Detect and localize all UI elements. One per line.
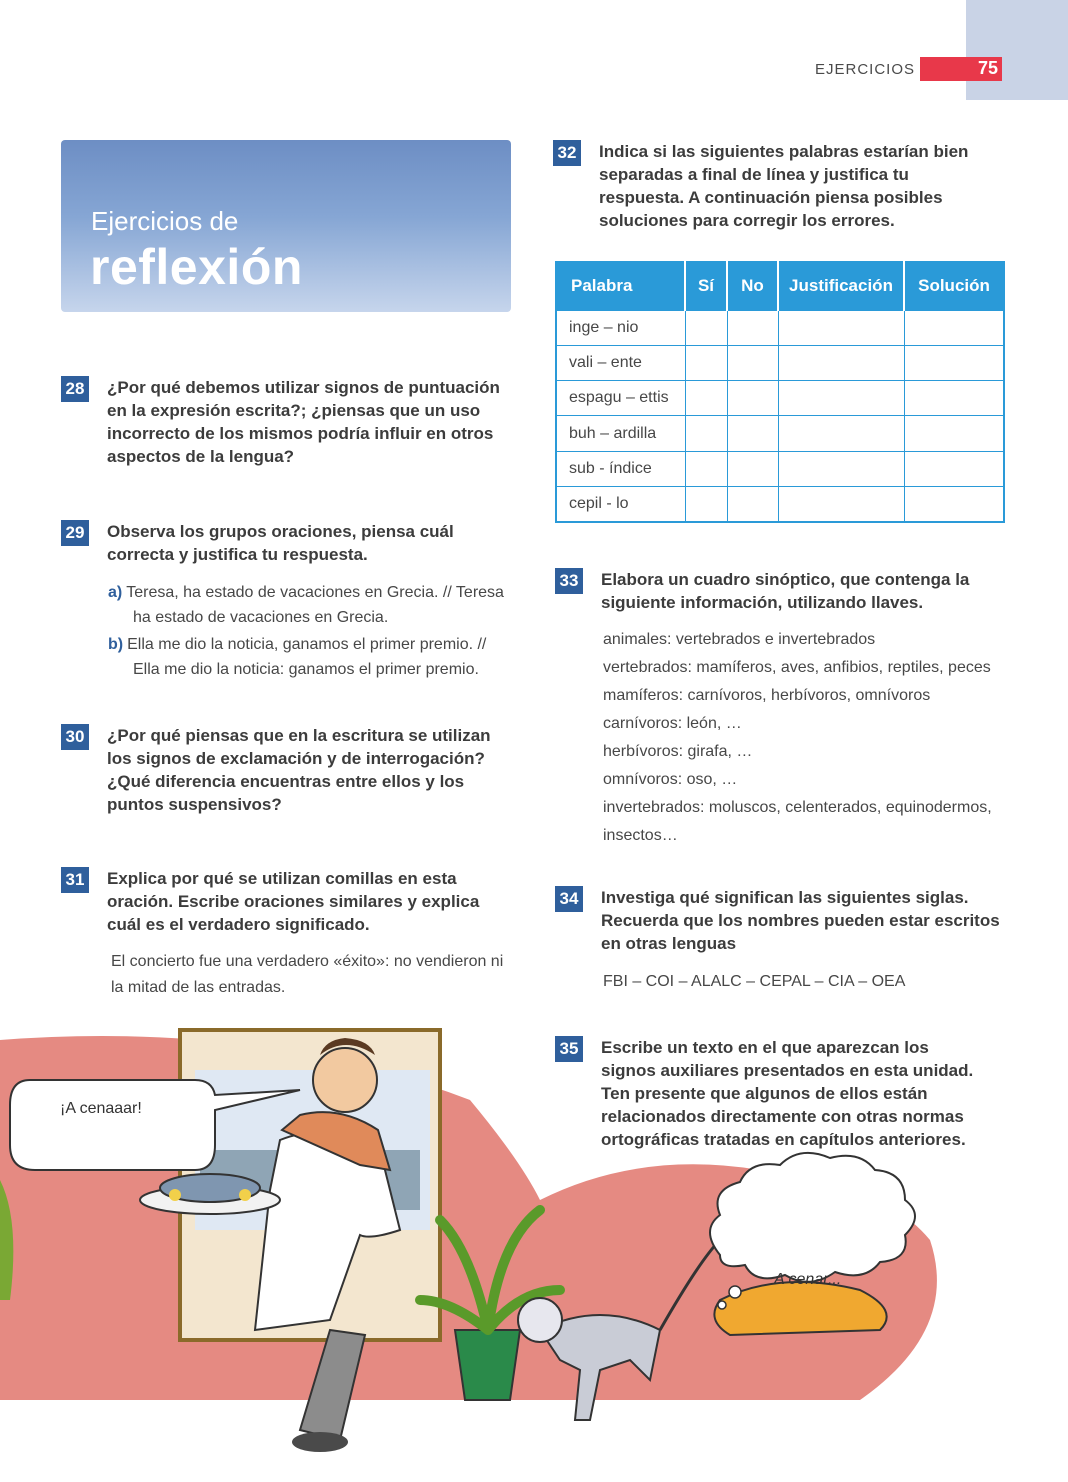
answer-cell[interactable] xyxy=(904,310,1004,345)
answer-cell[interactable] xyxy=(904,486,1004,521)
exercise-question: Escribe un texto en el que aparezcan los signos auxiliares presentados en esta unidad. Ten presente que algunos de ellos están relacionados directamente con otras normas ortográficas tratadas en capítulos anteriores. xyxy=(601,1038,974,1149)
word-cell: sub - índice xyxy=(556,451,685,486)
exercise-question: Elabora un cuadro sinóptico, que contenga la siguiente información, utilizando llaves. xyxy=(601,570,970,612)
cook-shoe xyxy=(292,1432,348,1452)
exercise-33 xyxy=(555,568,1005,858)
speech-bubble-text: ¡A cenaaar! xyxy=(60,1100,142,1117)
title-small: Ejercicios de xyxy=(91,206,239,236)
exercise-number-badge: 28 xyxy=(61,376,89,402)
exercise-number-badge: 29 xyxy=(61,520,89,546)
exercise-31 xyxy=(61,867,531,1002)
exercise-28 xyxy=(61,376,511,476)
plant-pot xyxy=(455,1330,520,1400)
table-row xyxy=(556,416,1004,451)
table-header-row xyxy=(556,262,1004,310)
option-a: a) Teresa, ha estado de vacaciones en Grecia. // Teresa ha estado de vacaciones en Grecia. xyxy=(108,584,504,626)
exercise-number-badge: 35 xyxy=(555,1036,583,1062)
answer-cell[interactable] xyxy=(778,416,904,451)
exercise-question: Indica si las siguientes palabras estarían bien separadas a final de línea y justifica tu respuesta. A continuación piensa posibles soluciones para corregir los errores. xyxy=(599,142,969,230)
title-box xyxy=(61,140,511,312)
answer-cell[interactable] xyxy=(904,381,1004,416)
word-cell: espagu – ettis xyxy=(556,381,685,416)
thought-bubble-text: A cenar... xyxy=(774,1271,842,1288)
word-cell: buh – ardilla xyxy=(556,416,685,451)
answer-cell[interactable] xyxy=(727,381,778,416)
table-row xyxy=(556,345,1004,380)
exercise-34 xyxy=(555,886,1015,996)
column-header-solucion: Solución xyxy=(904,262,1004,310)
exercise-number-badge: 32 xyxy=(553,140,581,166)
answer-cell[interactable] xyxy=(778,451,904,486)
exercise-body: El concierto fue una verdadero «éxito»: no vendieron ni la mitad de las entradas. xyxy=(111,953,504,996)
answer-cell[interactable] xyxy=(727,310,778,345)
column-header-palabra: Palabra xyxy=(556,262,685,310)
exercise-number-badge: 30 xyxy=(61,724,89,750)
answer-cell[interactable] xyxy=(778,310,904,345)
exercise-32 xyxy=(553,140,1003,240)
answer-cell[interactable] xyxy=(685,345,727,380)
column-header-justificacion: Justificación xyxy=(778,262,904,310)
answer-cell[interactable] xyxy=(685,381,727,416)
page-title: reflexión xyxy=(90,239,303,295)
answer-cell[interactable] xyxy=(778,381,904,416)
word-cell: cepil - lo xyxy=(556,486,685,521)
answer-cell[interactable] xyxy=(904,416,1004,451)
column-header-si: Sí xyxy=(685,262,727,310)
exercise-30 xyxy=(61,724,521,824)
answer-cell[interactable] xyxy=(685,310,727,345)
answer-cell[interactable] xyxy=(727,451,778,486)
exercise-body: animales: vertebrados e invertebrados vertebrados: mamíferos, aves, anfibios, reptiles, peces mamíferos: carnívoros, herbívoros, omnívoros carnívoros: león, … herbívoros: girafa, … omnívoros: oso, … invertebrados: moluscos, celenterados, equinodermos, insectos… xyxy=(603,631,992,844)
table-row xyxy=(556,310,1004,345)
answer-cell[interactable] xyxy=(778,345,904,380)
answer-cell[interactable] xyxy=(685,416,727,451)
page-number: 75 xyxy=(977,58,998,78)
table-row xyxy=(556,381,1004,416)
table-row xyxy=(556,451,1004,486)
page-number-bar xyxy=(920,57,1002,81)
answer-cell[interactable] xyxy=(727,486,778,521)
cook-head xyxy=(313,1048,377,1112)
cat-head xyxy=(518,1298,562,1342)
exercise-29 xyxy=(61,520,521,690)
exercise-question: ¿Por qué piensas que en la escritura se utilizan los signos de exclamación y de interrogación? ¿Qué diferencia encuentras entre ellos y los puntos suspensivos? xyxy=(107,726,491,814)
floor xyxy=(0,1400,1068,1482)
option-b: b) Ella me dio la noticia, ganamos el primer premio. // Ella me dio la noticia: ganamos el primer premio. xyxy=(108,636,487,678)
thought-bubble-dot xyxy=(729,1286,741,1298)
exercise-number-badge: 33 xyxy=(555,568,583,594)
exercise-question: ¿Por qué debemos utilizar signos de puntuación en la expresión escrita?; ¿piensas que un uso incorrecto de los mismos podría influir en otros aspectos de la lengua? xyxy=(107,378,500,466)
word-division-table xyxy=(555,261,1005,523)
exercise-number-badge: 31 xyxy=(61,867,89,893)
section-label: EJERCICIOS xyxy=(815,61,916,78)
answer-cell[interactable] xyxy=(904,451,1004,486)
word-cell: vali – ente xyxy=(556,345,685,380)
thought-bubble-dot xyxy=(718,1301,726,1309)
answer-cell[interactable] xyxy=(685,451,727,486)
word-cell: inge – nio xyxy=(556,310,685,345)
corner-tab xyxy=(966,0,1068,100)
exercise-question: Investiga qué significan las siguientes siglas. Recuerda que los nombres pueden estar escritos en otras lenguas xyxy=(601,888,1000,953)
answer-cell[interactable] xyxy=(778,486,904,521)
answer-cell[interactable] xyxy=(727,416,778,451)
answer-cell[interactable] xyxy=(904,345,1004,380)
exercise-question: Explica por qué se utilizan comillas en esta oración. Escribe oraciones similares y explica cuál es el verdadero significado. xyxy=(107,869,480,934)
potato xyxy=(239,1189,251,1201)
cartoon-illustration xyxy=(0,1000,1068,1482)
potato xyxy=(169,1189,181,1201)
column-header-no: No xyxy=(727,262,778,310)
answer-cell[interactable] xyxy=(685,486,727,521)
exercise-number-badge: 34 xyxy=(555,886,583,912)
answer-cell[interactable] xyxy=(727,345,778,380)
exercise-body: FBI – COI – ALALC – CEPAL – CIA – OEA xyxy=(603,973,906,990)
exercise-question: Observa los grupos oraciones, piensa cuál correcta y justifica tu respuesta. xyxy=(107,522,454,564)
table-row xyxy=(556,486,1004,521)
